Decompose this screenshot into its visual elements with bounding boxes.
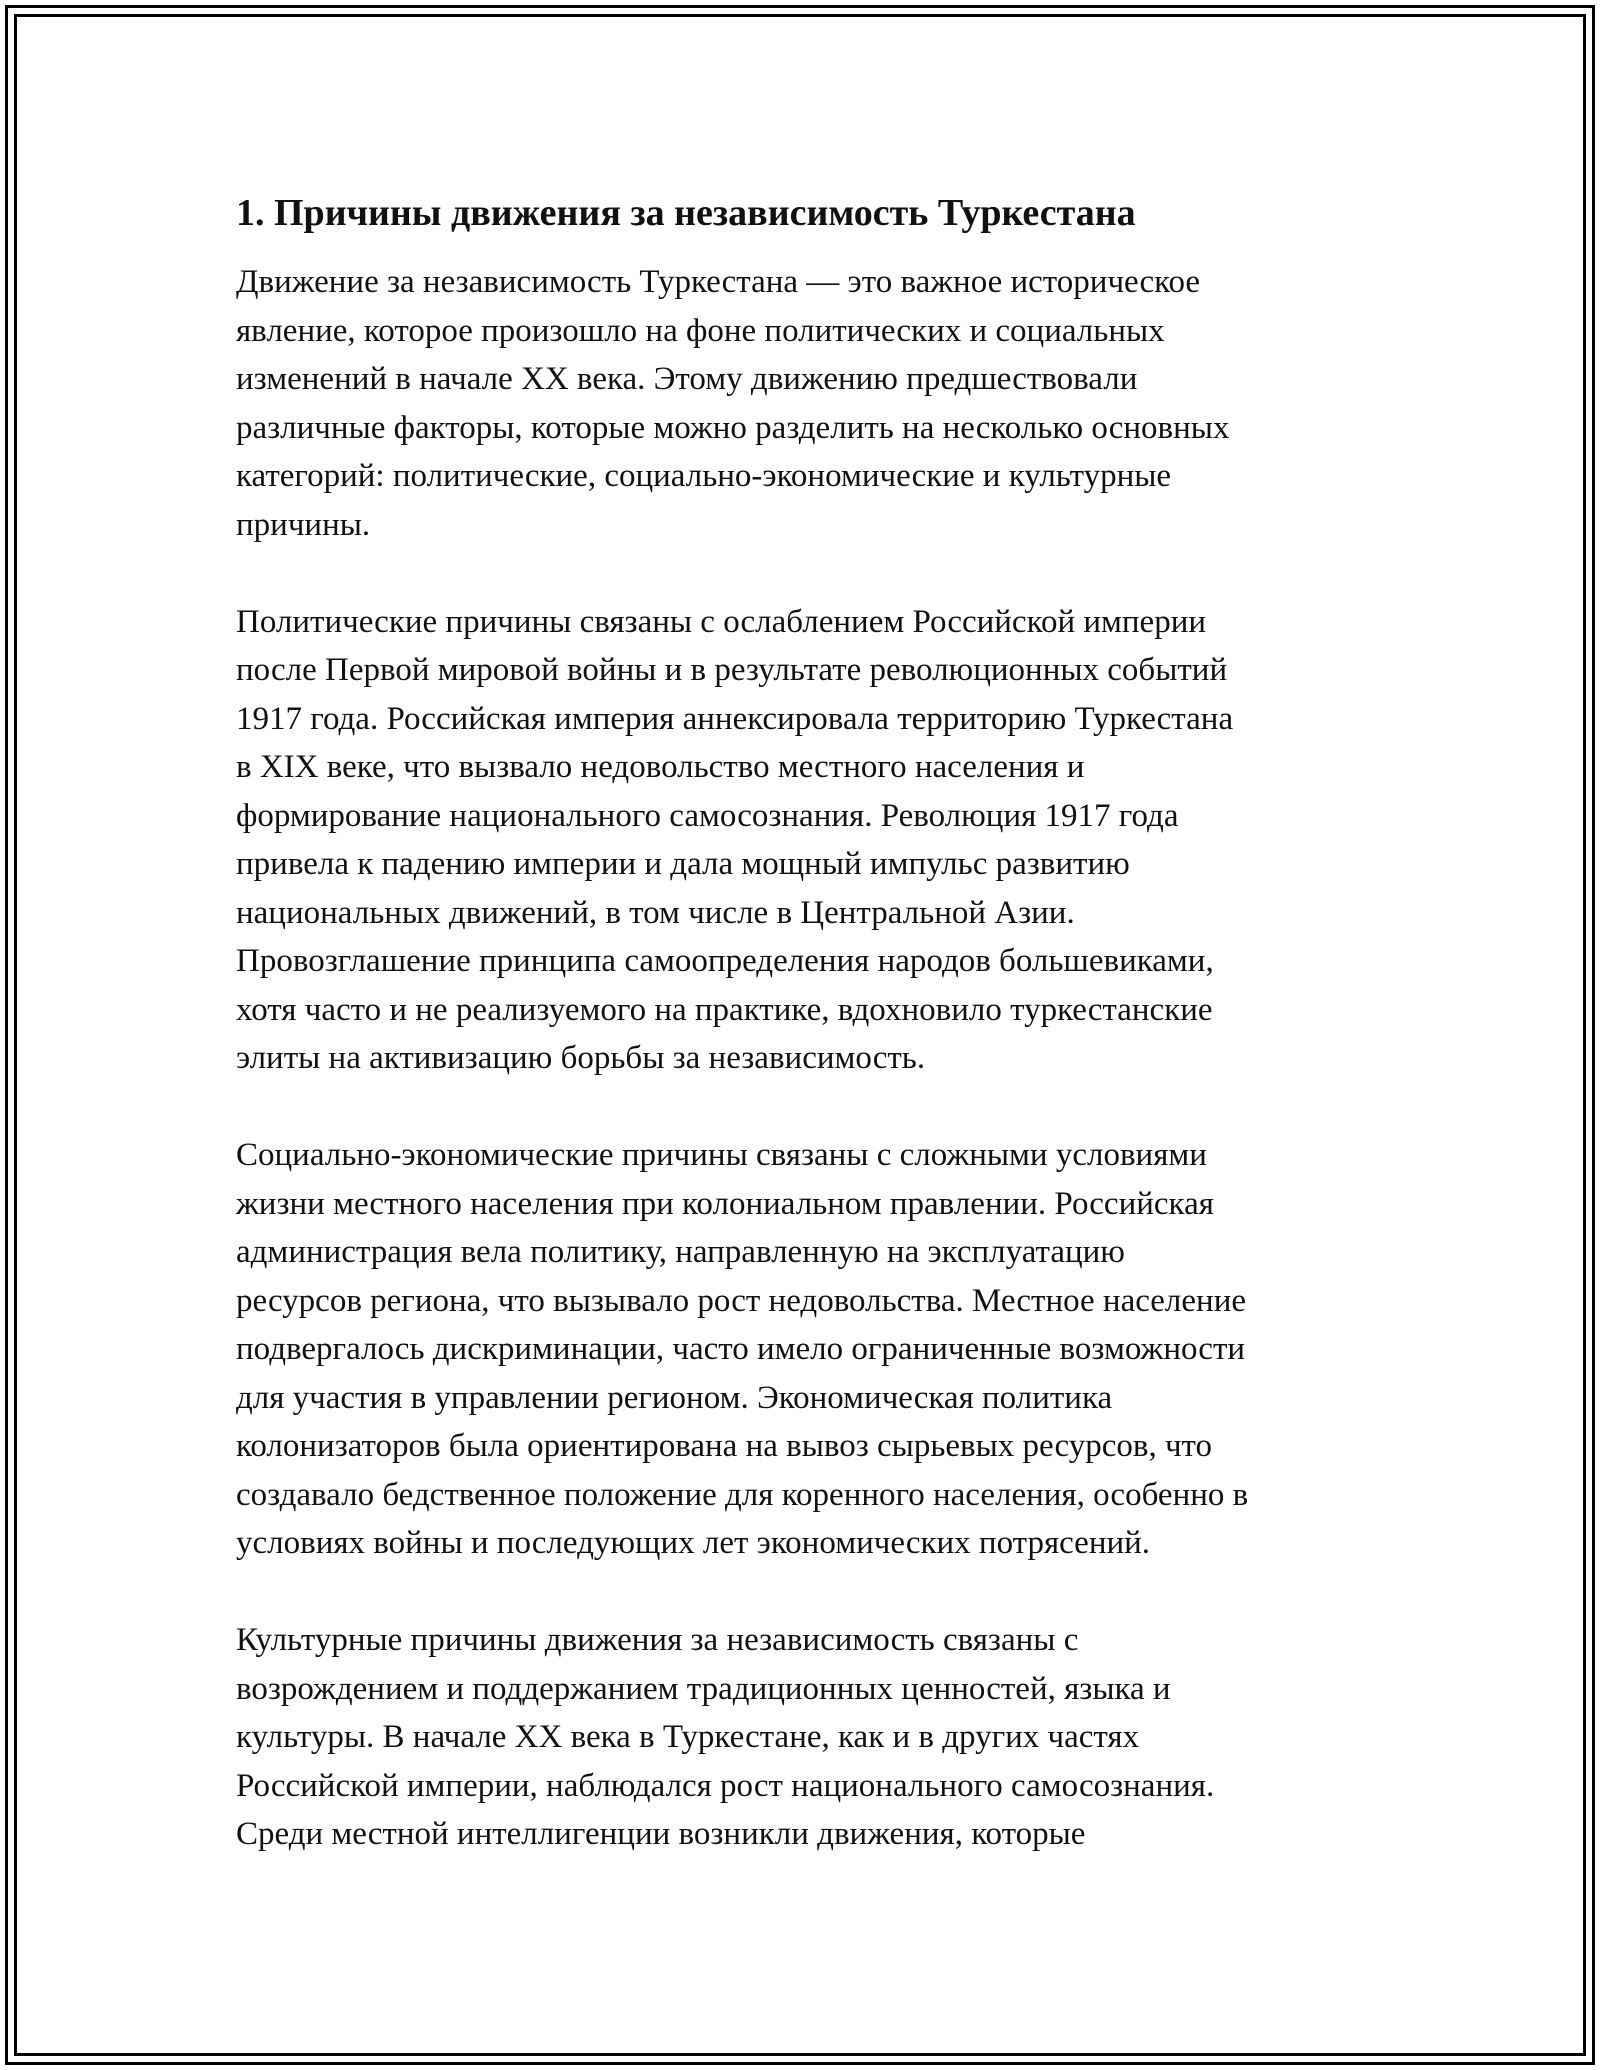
paragraph-line: в XIX веке, что вызвало недовольство местного населения и — [236, 749, 1085, 785]
paragraph-line: Среди местной интеллигенции возникли движения, которые — [236, 1816, 1086, 1852]
paragraph-political-causes — [236, 598, 1386, 1083]
paragraph-line: Движение за независимость Туркестана — это важное историческое — [236, 264, 1201, 300]
paragraph-line: возрождением и поддержанием традиционных ценностей, языка и — [236, 1670, 1171, 1707]
paragraph-line: привела к падению империи и дала мощный импульс развитию — [236, 846, 1130, 882]
paragraph-line: категорий: политические, социально-экономические и культурные — [236, 458, 1172, 494]
paragraph-line: Социально-экономические причины связаны с сложными условиями — [236, 1137, 1207, 1173]
paragraph-line: колонизаторов была ориентирована на вывоз сырьевых ресурсов, что — [236, 1428, 1213, 1464]
paragraph-line: подвергалось дискриминации, часто имело ограниченные возможности — [236, 1331, 1246, 1367]
paragraph-line: Российской империи, наблюдался рост национального самосознания. — [236, 1767, 1215, 1804]
paragraph-line: для участия в управлении регионом. Экономическая политика — [236, 1379, 1113, 1416]
paragraph-line: Провозглашение принципа самоопределения народов большевиками, — [236, 943, 1214, 979]
paragraph-line: культуры. В начале XX века в Туркестане, как и в других частях — [236, 1719, 1140, 1755]
paragraph-line: Культурные причины движения за независимость связаны с — [236, 1622, 1079, 1658]
paragraph-line: Политические причины связаны с ослаблением Российской империи — [236, 603, 1207, 640]
paragraph-line: ресурсов региона, что вызывало рост недовольства. Местное население — [236, 1282, 1246, 1319]
paragraph-line: условиях войны и последующих лет экономических потрясений. — [236, 1525, 1151, 1561]
paragraph-line: национальных движений, в том числе в Центральной Азии. — [236, 894, 1075, 931]
document-body — [236, 186, 1386, 1907]
paragraph-line: жизни местного населения при колониальном правлении. Российская — [236, 1185, 1214, 1222]
paragraph-line: администрация вела политику, направленную на эксплуатацию — [236, 1234, 1125, 1270]
paragraph-line: причины. — [236, 506, 371, 543]
paragraph-line: создавало бедственное положение для коренного населения, особенно в — [236, 1476, 1249, 1513]
section-heading: 1. Причины движения за независимость Туркестана — [236, 192, 1136, 234]
paragraph-line: после Первой мировой войны и в результате революционных событий — [236, 652, 1228, 688]
paragraph-intro — [236, 258, 1386, 549]
paragraph-line: изменений в начале XX века. Этому движению предшествовали — [236, 361, 1138, 397]
paragraph-line: 1917 года. Российская империя аннексировала территорию Туркестана — [236, 700, 1234, 737]
paragraph-socioeconomic-causes — [236, 1131, 1386, 1568]
paragraph-cultural-causes — [236, 1616, 1386, 1859]
paragraph-line: формирование национального самосознания. Революция 1917 года — [236, 797, 1179, 834]
paragraph-line: элиты на активизацию борьбы за независимость. — [236, 1040, 926, 1076]
paragraph-line: хотя часто и не реализуемого на практике, вдохновило туркестанские — [236, 991, 1213, 1028]
paragraph-line: явление, которое произошло на фоне политических и социальных — [236, 312, 1165, 349]
paragraph-line: различные факторы, которые можно разделить на несколько основных — [236, 409, 1230, 446]
